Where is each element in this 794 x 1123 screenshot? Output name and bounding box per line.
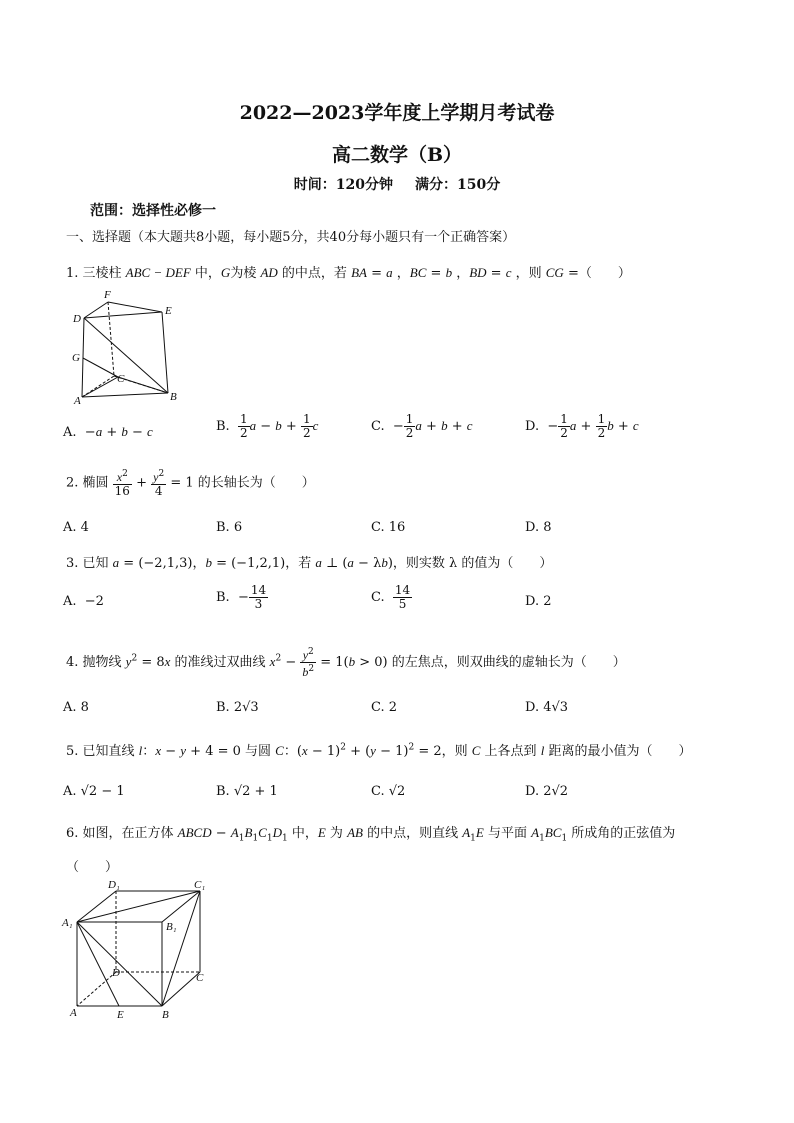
exam-meta — [0, 174, 794, 194]
cube-label-A1: A₁ — [62, 917, 73, 929]
question-6-stem-tail: （ ） — [66, 860, 119, 875]
question-2-option-c[interactable]: C. 16 — [371, 520, 406, 535]
question-4-option-c[interactable]: C. 2 — [371, 700, 398, 715]
question-4-option-d[interactable]: D. 4√3 — [525, 700, 569, 715]
question-1-option-a[interactable]: A. −a + b − c — [63, 424, 153, 440]
question-3-option-d[interactable]: D. 2 — [525, 594, 552, 609]
question-2-option-b[interactable]: B. 6 — [216, 520, 243, 535]
question-3-option-c[interactable]: C. $\frac{14}{5}$ — [371, 583, 411, 611]
question-4-option-a[interactable]: A. 8 — [63, 700, 89, 715]
cube-label-D1: D₁ — [108, 880, 120, 891]
question-6-stem: 6. 如图，在正方体 ABCD − $A_1B_1C_1D_1$ 中，E 为 AB 的中点，则直线 $A_1E$ 与平面 $A_1BC_1$ 所成角的正弦值为 — [66, 825, 676, 844]
prism-label-A: A — [74, 395, 81, 407]
question-1-stem: 1. 三棱柱 ABC − DEF 中，G为棱 AD 的中点，若 BA = a ，BC = b ，BD = c ，则 CG =（ ） — [66, 265, 631, 281]
question-5-option-c[interactable]: C. √2 — [371, 784, 406, 799]
figure-prism — [62, 290, 192, 408]
question-5-option-b[interactable]: B. √2 + 1 — [216, 784, 278, 799]
exam-title: 2022—2023学年度上学期月考试卷 — [239, 102, 555, 124]
exam-subtitle: 高二数学（B） — [331, 144, 463, 166]
figure-cube — [60, 880, 220, 1025]
cube-label-E: E — [117, 1009, 124, 1021]
question-3-stem: 3. 已知 a = (−2,1,3)，b = (−1,2,1)，若 a ⊥ (a − λb)，则实数 λ 的值为（ ） — [66, 555, 553, 571]
question-2-option-a[interactable]: A. 4 — [63, 520, 89, 535]
exam-scope: 范围：选择性必修一 — [90, 203, 216, 219]
question-3-option-a[interactable]: A. −2 — [63, 594, 104, 609]
question-2-stem: 2. 椭圆 $\frac{x^2}{16}$ + $\frac{y^2}{4}$ = 1 的长轴长为（ ） — [66, 469, 315, 498]
cube-label-B: B — [162, 1009, 169, 1021]
exam-time: 时间：120分钟 — [293, 177, 393, 193]
question-5-option-d[interactable]: D. 2√2 — [525, 784, 569, 799]
cube-label-A: A — [70, 1007, 77, 1019]
cube-label-D: D — [112, 967, 120, 979]
prism-label-D: D — [73, 313, 81, 325]
question-1-option-c[interactable]: C. − $\frac{1}{2}$ a + b + c — [371, 412, 473, 440]
question-5-option-a[interactable]: A. √2 − 1 — [63, 784, 125, 799]
question-1-option-b[interactable]: B. $\frac{1}{2}$ a − b + $\frac{1}{2}$ c — [216, 412, 319, 440]
section-heading: 一、选择题（本大题共8小题，每小题5分，共40分每小题只有一个正确答案） — [66, 230, 516, 245]
question-1-option-d[interactable]: D. − $\frac{1}{2}$ a + $\frac{1}{2}$ b + c — [525, 412, 639, 440]
prism-label-B: B — [170, 391, 177, 403]
prism-label-G: G — [72, 352, 80, 364]
question-4-option-b[interactable]: B. 2√3 — [216, 700, 259, 715]
question-4-stem: 4. 抛物线 $y^2 = 8x$ 的准线过双曲线 $x^2$ − $\frac{y^2}{b^2}$ = 1(b > 0) 的左焦点，则双曲线的虚轴长为（ ） — [66, 647, 626, 679]
question-5-stem: 5. 已知直线 l：x − y + 4 = 0 与圆 C：$(x - 1)^2 + (y - 1)^2 = 2$，则 C 上各点到 l 距离的最小值为（ ） — [66, 742, 692, 759]
prism-label-F: F — [104, 290, 111, 301]
prism-label-E: E — [165, 305, 172, 317]
question-2-option-d[interactable]: D. 8 — [525, 520, 552, 535]
question-3-option-b[interactable]: B. − $\frac{14}{3}$ — [216, 583, 267, 611]
exam-score: 满分：150分 — [415, 177, 501, 193]
cube-label-C1: C₁ — [194, 880, 206, 891]
cube-label-C: C — [196, 972, 204, 984]
prism-label-C: C — [117, 373, 125, 385]
cube-label-B1: B₁ — [166, 921, 177, 933]
